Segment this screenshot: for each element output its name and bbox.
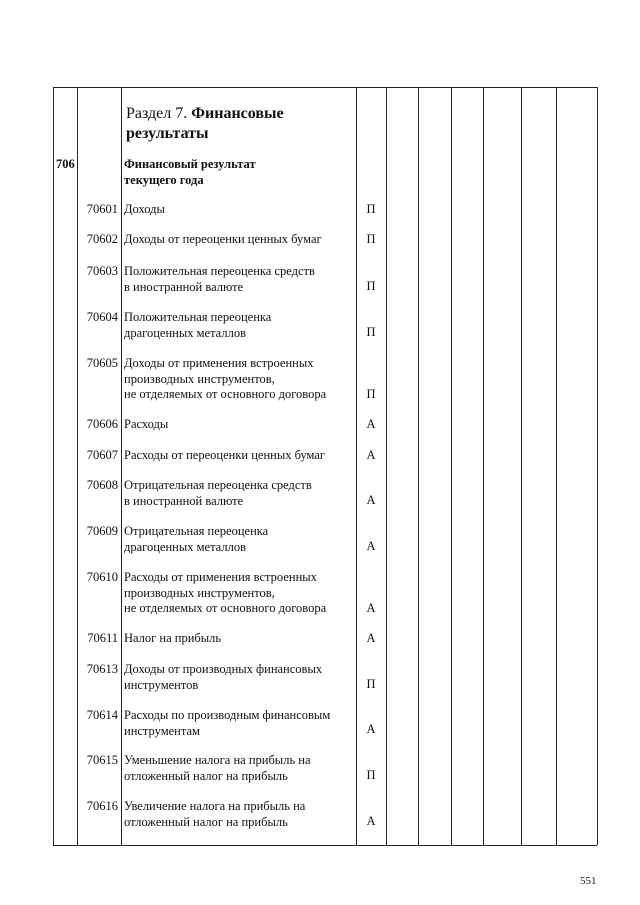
- col-border: [121, 87, 122, 845]
- account-sign: А: [366, 814, 376, 828]
- account-code: 70602: [86, 232, 118, 246]
- account-name-line: Положительная переоценка: [124, 310, 272, 324]
- account-name-line: драгоценных металлов: [124, 325, 246, 340]
- col-border: [77, 87, 78, 845]
- account-sign: А: [366, 417, 376, 431]
- col-border: [451, 87, 452, 845]
- account-name-line: Доходы от производных финансовых: [124, 662, 323, 676]
- account-sign: А: [366, 539, 376, 553]
- account-code: 70614: [86, 708, 118, 722]
- section-prefix: Раздел 7.: [126, 105, 188, 122]
- account-name-line: Расходы от переоценки ценных бумаг: [124, 448, 326, 462]
- account-name: [124, 448, 325, 464]
- table-top-border: [53, 87, 597, 88]
- col-border: [386, 87, 387, 845]
- account-code: 70615: [86, 753, 118, 767]
- account-sign: П: [366, 768, 376, 782]
- account-name: [124, 524, 268, 555]
- col-border: [483, 87, 484, 845]
- account-code: 70616: [86, 799, 118, 813]
- account-sign: П: [366, 325, 376, 339]
- account-name-line: Уменьшение налога на прибыль на: [124, 753, 311, 767]
- col-border: [53, 87, 54, 845]
- col-border: [521, 87, 522, 845]
- account-name: [124, 417, 168, 433]
- account-name-line: Налог на прибыль: [124, 631, 222, 645]
- account-name-line: производных инструментов,: [124, 371, 275, 386]
- account-code: 70605: [86, 356, 118, 370]
- account-name: [124, 631, 221, 647]
- account-name-line: производных инструментов,: [124, 585, 275, 600]
- account-name-line: не отделяемых от основного договора: [124, 387, 327, 401]
- account-name: [124, 570, 326, 617]
- account-code: 70603: [86, 264, 118, 278]
- account-name-line: Расходы по производным финансовым: [124, 708, 331, 722]
- account-sign: П: [366, 279, 376, 293]
- table-bottom-border: [53, 845, 597, 846]
- col-border: [597, 87, 598, 845]
- account-name-line: отложенный налог на прибыль: [124, 814, 288, 829]
- account-sign: П: [366, 677, 376, 691]
- account-sign: А: [366, 722, 376, 736]
- col-border: [418, 87, 419, 845]
- account-code: 70609: [86, 524, 118, 538]
- account-code: 70611: [87, 631, 118, 645]
- account-name-line: в иностранной валюте: [124, 279, 244, 294]
- account-name: [124, 478, 312, 509]
- section-title-line2: результаты: [126, 125, 209, 142]
- account-name-line: инструментов: [124, 677, 199, 692]
- account-name-line: Доходы от переоценки ценных бумаг: [124, 232, 322, 246]
- account-sign: А: [366, 493, 376, 507]
- account-name: [124, 662, 322, 693]
- account-name-line: драгоценных металлов: [124, 539, 246, 554]
- account-name: [124, 310, 271, 341]
- col-border: [556, 87, 557, 845]
- account-code: 70606: [86, 417, 118, 431]
- group-code: 706: [56, 157, 75, 171]
- account-name-line: Расходы от применения встроенных: [124, 570, 317, 584]
- account-name: [124, 232, 322, 248]
- account-code: 70601: [86, 202, 118, 216]
- account-code: 70610: [86, 570, 118, 584]
- account-sign: П: [366, 387, 376, 401]
- account-name: [124, 753, 311, 784]
- account-sign: А: [366, 601, 376, 615]
- account-name: [124, 202, 165, 218]
- account-sign: А: [366, 448, 376, 462]
- section-title: [126, 104, 284, 144]
- account-name-line: не отделяемых от основного договора: [124, 601, 327, 615]
- account-sign: А: [366, 631, 376, 645]
- group-name: [124, 157, 256, 188]
- account-code: 70608: [86, 478, 118, 492]
- account-name: [124, 799, 305, 830]
- account-name-line: Увеличение налога на прибыль на: [124, 799, 306, 813]
- account-name-line: в иностранной валюте: [124, 493, 244, 508]
- account-name: [124, 356, 326, 403]
- account-name-line: Положительная переоценка средств: [124, 264, 315, 278]
- account-name-line: Доходы от применения встроенных: [124, 356, 314, 370]
- account-name-line: Доходы: [124, 202, 165, 216]
- account-sign: П: [366, 202, 376, 216]
- account-name: [124, 708, 330, 739]
- account-code: 70604: [86, 310, 118, 324]
- page-number: 551: [580, 875, 597, 887]
- account-name-line: отложенный налог на прибыль: [124, 768, 288, 783]
- account-code: 70607: [86, 448, 118, 462]
- account-name: [124, 264, 315, 295]
- account-code: 70613: [86, 662, 118, 676]
- group-name-line2: текущего года: [124, 172, 204, 187]
- account-name-line: инструментам: [124, 723, 200, 738]
- section-title-line1: Финансовые: [191, 105, 284, 122]
- account-name-line: Отрицательная переоценка средств: [124, 478, 312, 492]
- account-name-line: Отрицательная переоценка: [124, 524, 269, 538]
- account-sign: П: [366, 232, 376, 246]
- group-name-line1: Финансовый результат: [124, 157, 256, 171]
- account-name-line: Расходы: [124, 417, 169, 431]
